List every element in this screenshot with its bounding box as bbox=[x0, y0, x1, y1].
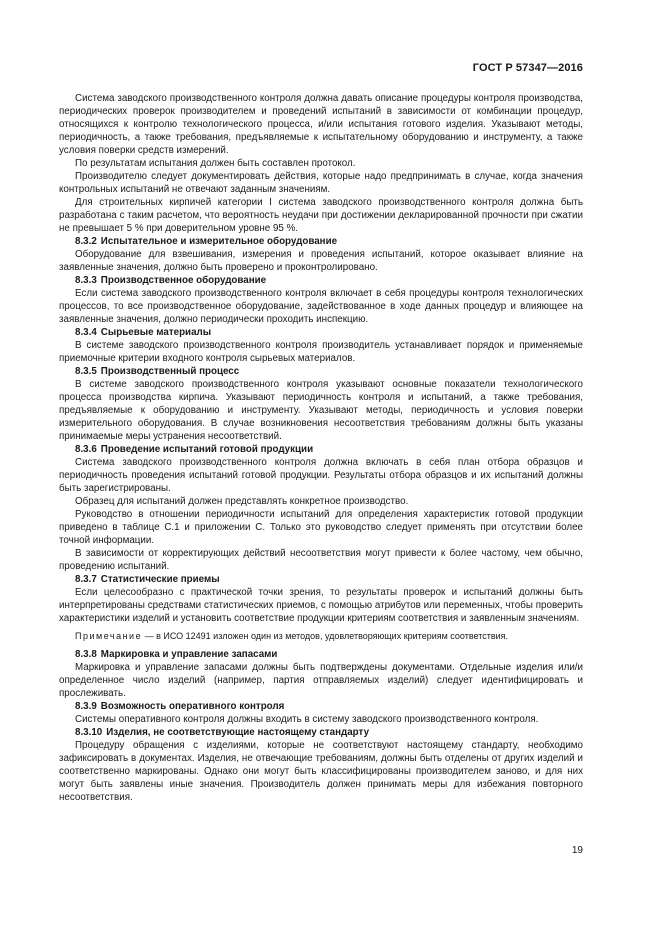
section-number: 8.3.4 bbox=[75, 327, 97, 338]
paragraph: Маркировка и управление запасами должны быть подтверждены документами. Отдельные изделия или/и определенное число изделий (например, партия отправляемых изделий) следует идентифицировать и прослеживать. bbox=[59, 662, 583, 699]
paragraph: В зависимости от корректирующих действий несоответствия могут привести к более частому, чем обычно, проведению испытаний. bbox=[59, 548, 583, 572]
section-number: 8.3.2 bbox=[75, 236, 97, 247]
section-heading-8-3-8 bbox=[59, 648, 583, 661]
paragraph: В системе заводского производственного контроля указывают основные показатели технологического процесса производства кирпича. Указывают периодичность контроля и испытаний, а также требования, предъявляемые к оборудованию и инструменту. Указывают методы, периодичность и условия поверки измерительного оборудования. В случае возникновения несоответствия требованиям должны быть указаны принимаемые меры устранения несоответствий. bbox=[59, 379, 583, 442]
standard-code: ГОСТ Р 57347—2016 bbox=[472, 62, 583, 74]
paragraph: Руководство в отношении периодичности испытаний для определения характеристик готовой продукции приведено в таблице С.1 и приложении С. Только это руководство следует применять при отсутствии более точной информации. bbox=[59, 509, 583, 546]
section-heading-8-3-3 bbox=[59, 274, 583, 287]
section-heading-8-3-5 bbox=[59, 365, 583, 378]
section-heading-8-3-9 bbox=[59, 700, 583, 713]
section-number: 8.3.8 bbox=[75, 649, 97, 660]
paragraph: По результатам испытания должен быть составлен протокол. bbox=[75, 158, 356, 169]
paragraph: Процедуру обращения с изделиями, которые не соответствуют настоящему стандарту, необходимо зафиксировать в документах. Изделия, не отвечающие требованиям, должны быть отделены от других изделий и соответственно маркированы. Однако они могут быть классифицированы производителем заново, и для них могут быть заявлены иные значения. Производитель должен принимать меры для избежания повторного несоответствия. bbox=[59, 740, 583, 803]
section-number: 8.3.10 bbox=[75, 727, 103, 738]
paragraph: Производителю следует документировать действия, которые надо предпринимать в случае, когда значения контрольных испытаний не отвечают заданным значениям. bbox=[59, 171, 583, 195]
section-heading-8-3-4 bbox=[59, 326, 583, 339]
document-body bbox=[59, 92, 583, 804]
section-number: 8.3.7 bbox=[75, 574, 97, 585]
section-heading-8-3-2 bbox=[59, 235, 583, 248]
section-heading-8-3-6 bbox=[59, 443, 583, 456]
section-number: 8.3.6 bbox=[75, 444, 97, 455]
note-text: — в ИСО 12491 изложен один из методов, удовлетворяющих критериям соответствия. bbox=[142, 631, 509, 641]
paragraph: Система заводского производственного контроля должна давать описание процедуры контроля производства, периодических проверок производителем и проведений испытаний в зависимости от комбинации процедур, относящихся к контролю технологического процесса, и/или испытания готового изделия. Указывают методы, периодичность, а также требования, предъявляемые к испытательному оборудованию и инструменту, а также условия поверки средств измерений. bbox=[59, 93, 583, 156]
section-number: 8.3.9 bbox=[75, 701, 97, 712]
paragraph: Для строительных кирпичей категории I система заводского производственного контроля должна быть разработана с таким расчетом, что вероятность неудачи при достижении декларированной прочности при сжатии не превышает 5 % при доверительном уровне 95 %. bbox=[59, 197, 583, 234]
section-number: 8.3.3 bbox=[75, 275, 97, 286]
section-title: Изделия, не соответствующие настоящему стандарту bbox=[106, 727, 370, 738]
paragraph: Образец для испытаний должен представлять конкретное производство. bbox=[75, 496, 409, 507]
paragraph: Система заводского производственного контроля должна включать в себя план отбора образцов и периодичность проведения испытаний готовой продукции. Результаты отбора образцов и их испытаний должны быть зарегистрированы. bbox=[59, 457, 583, 494]
paragraph: Оборудование для взвешивания, измерения и проведения испытаний, которое оказывает влияние на заявленные значения, должно быть проверено и проконтролировано. bbox=[59, 249, 583, 273]
note bbox=[59, 630, 583, 643]
paragraph: Системы оперативного контроля должны входить в систему заводского производственного контроля. bbox=[75, 714, 539, 725]
section-title: Производственное оборудование bbox=[100, 275, 267, 286]
paragraph: В системе заводского производственного контроля производитель устанавливает порядок и применяемые приемочные критерии входного контроля сырьевых материалов. bbox=[59, 340, 583, 364]
section-title: Возможность оперативного контроля bbox=[100, 701, 285, 712]
section-title: Проведение испытаний готовой продукции bbox=[100, 444, 314, 455]
section-heading-8-3-7 bbox=[59, 573, 583, 586]
section-title: Испытательное и измерительное оборудование bbox=[100, 236, 338, 247]
section-title: Статистические приемы bbox=[100, 574, 220, 585]
paragraph: Если целесообразно с практической точки зрения, то результаты проверок и испытаний должны быть интерпретированы средствами статистических приемов, с помощью атрибутов или переменных, чтобы проверить характеристики изделий и установить соответствие продукции критериям соответствия и заявленным значениям. bbox=[59, 587, 583, 624]
section-number: 8.3.5 bbox=[75, 366, 97, 377]
section-title: Сырьевые материалы bbox=[100, 327, 212, 338]
section-title: Маркировка и управление запасами bbox=[100, 649, 278, 660]
page-number: 19 bbox=[571, 845, 583, 856]
section-heading-8-3-10 bbox=[59, 726, 583, 739]
note-label: Примечание bbox=[75, 631, 143, 641]
paragraph: Если система заводского производственного контроля включает в себя процедуры контроля технологических процессов, то все производственное оборудование, задействованное в ходе данных процедур и влияющее на заявленные значения, должно периодически проходить инспекцию. bbox=[59, 288, 583, 325]
section-title: Производственный процесс bbox=[100, 366, 240, 377]
